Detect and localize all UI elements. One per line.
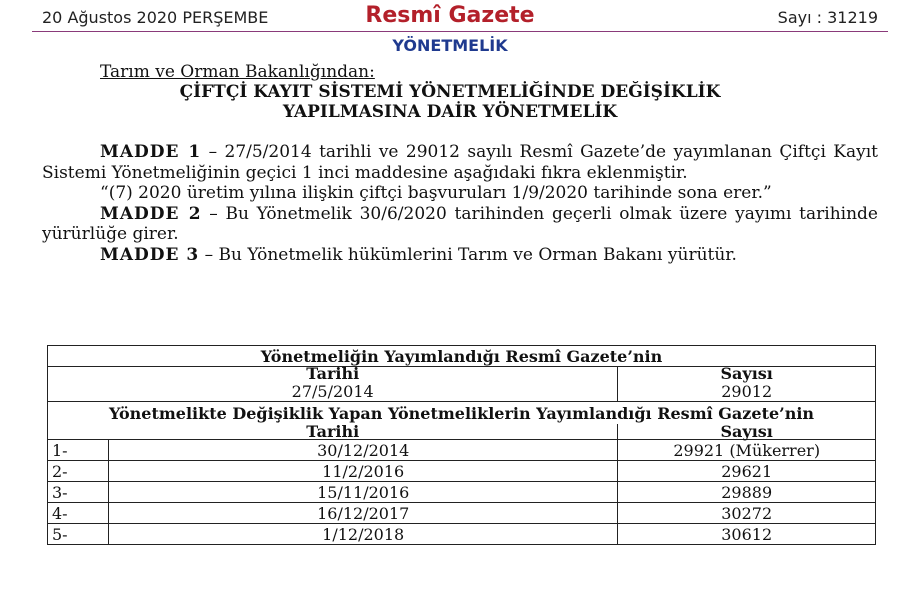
article-1 <box>42 142 878 183</box>
regulation-title <box>0 82 900 122</box>
article-2-label: MADDE 2 <box>100 203 202 224</box>
amendment-date: 1/12/2018 <box>109 524 618 545</box>
amendment-date: 16/12/2017 <box>109 503 618 524</box>
amendment-index: 4- <box>48 503 109 524</box>
amendment-number: 29921 (Mükerrer) <box>618 440 876 461</box>
table-row <box>48 524 876 545</box>
amendment-index: 5- <box>48 524 109 545</box>
regulation-body <box>42 142 878 265</box>
amendment-index: 2- <box>48 461 109 482</box>
ministry-line: Tarım ve Orman Bakanlığından: <box>100 62 375 82</box>
header-divider <box>32 31 888 32</box>
amendment-date: 15/11/2016 <box>109 482 618 503</box>
table-row <box>48 440 876 461</box>
amendments-date-header: Tarihi <box>48 424 618 440</box>
section-heading: YÖNETMELİK <box>392 36 508 55</box>
original-date-header: Tarihi <box>48 367 618 382</box>
amendments-number-header: Sayısı <box>618 424 876 440</box>
publication-history-table <box>47 345 876 545</box>
amendment-index: 1- <box>48 440 109 461</box>
article-3 <box>42 245 878 266</box>
amendment-number: 30612 <box>618 524 876 545</box>
article-1-label: MADDE 1 <box>100 142 202 162</box>
original-heading: Yönetmeliğin Yayımlandığı Resmî Gazete’nin <box>48 346 876 367</box>
regulation-title-line-2: YAPILMASINA DAİR YÖNETMELİK <box>282 102 618 122</box>
article-2 <box>42 204 878 245</box>
regulation-title-line-1: ÇİFTÇİ KAYIT SİSTEMİ YÖNETMELİĞİNDE DEĞİŞİKLİK <box>179 82 721 102</box>
amendment-date: 11/2/2016 <box>109 461 618 482</box>
article-3-label: MADDE 3 <box>100 244 200 265</box>
amendment-date: 30/12/2014 <box>109 440 618 461</box>
amendment-number: 30272 <box>618 503 876 524</box>
table-row <box>48 482 876 503</box>
amendment-number: 29621 <box>618 461 876 482</box>
original-number: 29012 <box>618 381 876 402</box>
original-date: 27/5/2014 <box>48 381 618 402</box>
amendment-index: 3- <box>48 482 109 503</box>
article-2-text: – Bu Yönetmelik 30/6/2020 tarihinden geçerli olmak üzere yayımı tarihinde yürürlüğe girer. <box>42 203 878 244</box>
gazette-title: Resmî Gazete <box>365 3 535 28</box>
issue-number: Sayı : 31219 <box>777 8 878 27</box>
amendments-heading: Yönetmelikte Değişiklik Yapan Yönetmeliklerin Yayımlandığı Resmî Gazete’nin <box>48 402 876 425</box>
original-number-header: Sayısı <box>618 367 876 382</box>
article-1-text: – 27/5/2014 tarihli ve 29012 sayılı Resmî Gazete’de yayımlanan Çiftçi Kayıt Sistemi Yönetmeliğinin geçici 1 inci maddesine aşağıdaki fıkra eklenmiştir. <box>42 142 878 183</box>
table-row <box>48 461 876 482</box>
header-date: 20 Ağustos 2020 PERŞEMBE <box>42 8 269 27</box>
article-1-quote: “(7) 2020 üretim yılına ilişkin çiftçi başvuruları 1/9/2020 tarihinde sona erer.” <box>100 183 772 203</box>
table-row <box>48 503 876 524</box>
gazette-header <box>0 0 900 34</box>
amendment-number: 29889 <box>618 482 876 503</box>
article-3-text: – Bu Yönetmelik hükümlerini Tarım ve Orman Bakanı yürütür. <box>199 244 737 265</box>
